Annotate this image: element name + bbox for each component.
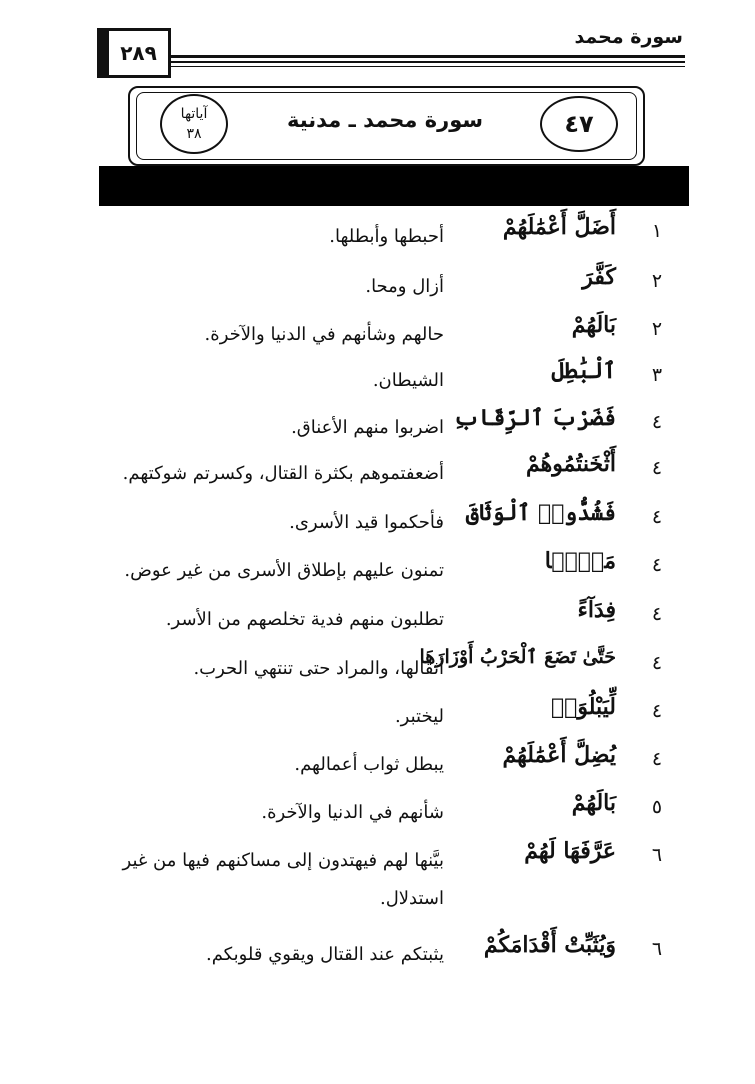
quran-word: وَيُثَبِّتْ أَقْدَامَكُمْ <box>483 932 616 958</box>
ayah-number: ٤ <box>651 603 663 625</box>
ayah-number: ٥ <box>651 796 663 818</box>
page-number: ٢٨٩ <box>97 28 171 78</box>
quran-word: بَالَهُمْ <box>571 312 616 338</box>
quran-word: ٱلْبَٰطِلَ <box>551 358 616 384</box>
quran-word: فِدَآءً <box>577 597 616 623</box>
quran-word: عَرَّفَهَا لَهُمْ <box>524 838 616 864</box>
word-meaning: فأحكموا قيد الأسرى. <box>289 512 444 533</box>
glossary-entry <box>100 790 700 830</box>
ayah-number: ٤ <box>651 411 663 433</box>
quran-word: مَنًّۢا <box>544 548 616 574</box>
word-meaning: تطلبون منهم فدية تخلصهم من الأسر. <box>165 609 444 630</box>
word-meaning: أحبطها وأبطلها. <box>329 226 444 247</box>
glossary-entry <box>100 694 700 734</box>
quran-word: كَفَّرَ <box>582 264 616 290</box>
word-meaning: بيَّنها لهم فيهتدون إلى مساكنهم فيها من غير استدلال. <box>122 850 444 909</box>
glossary-entry <box>100 214 700 254</box>
ayah-number: ٣ <box>651 364 663 386</box>
quran-word: أَضَلَّ أَعْمَٰلَهُمْ <box>502 214 616 240</box>
word-meaning: الشيطان. <box>372 370 444 391</box>
ayah-number: ٢ <box>651 318 663 340</box>
quran-word: فَشُدُّوا۟ ٱلْوَثَاقَ <box>465 500 616 526</box>
ayah-number: ٢ <box>651 270 663 292</box>
glossary-entry <box>100 742 700 782</box>
surah-title: سورة محمد ـ مدنية <box>286 108 484 132</box>
word-meaning: يثبتكم عند القتال ويقوي قلوبكم. <box>205 944 444 965</box>
glossary-entry <box>100 932 700 972</box>
quran-word: بَالَهُمْ <box>571 790 616 816</box>
word-meaning: أثقالها، والمراد حتى تنتهي الحرب. <box>193 658 444 679</box>
quran-word: حَتَّىٰ تَضَعَ ٱلْحَرْبُ أَوْزَارَهَا <box>419 646 616 668</box>
glossary-entry <box>100 264 700 304</box>
quran-word: لِّيَبْلُوَا۟ <box>550 694 616 720</box>
ayah-number: ١ <box>651 220 663 242</box>
ayah-number: ٦ <box>651 844 663 866</box>
glossary-entry <box>100 312 700 352</box>
glossary-entry <box>100 548 700 588</box>
word-meaning: ليختبر. <box>394 706 444 727</box>
ayah-number: ٤ <box>651 554 663 576</box>
running-header-surah-name: سورة محمد <box>574 26 683 48</box>
glossary-entry <box>100 838 700 918</box>
word-meaning: حالهم وشأنهم في الدنيا والآخرة. <box>204 324 444 345</box>
ayah-number: ٤ <box>651 748 663 770</box>
quran-word: يُضِلَّ أَعْمَٰلَهُمْ <box>502 742 616 768</box>
glossary-entry <box>100 646 700 686</box>
ayah-number: ٤ <box>651 700 663 722</box>
glossary-entry <box>100 358 700 398</box>
word-meaning: تمنون عليهم بإطلاق الأسرى من غير عوض. <box>124 560 444 581</box>
word-meaning: أزال ومحا. <box>365 276 444 297</box>
glossary-entry <box>100 597 700 637</box>
quran-word: أَثْخَنتُمُوهُمْ <box>525 451 616 477</box>
glossary-entry <box>100 500 700 540</box>
word-meaning: اضربوا منهم الأعناق. <box>291 417 444 438</box>
ayat-label: آياتها <box>180 106 208 122</box>
quran-word: فَضَرْبَ ٱلرِّقَابِ <box>453 405 616 431</box>
word-meaning: شأنهم في الدنيا والآخرة. <box>261 802 444 823</box>
ayah-number: ٤ <box>651 457 663 479</box>
glossary-entry <box>100 451 700 491</box>
glossary-entry <box>100 405 700 445</box>
ayah-number: ٦ <box>651 938 663 960</box>
ayah-number: ٤ <box>651 506 663 528</box>
surah-number-circle: ٤٧ <box>540 96 618 152</box>
word-meaning: أضعفتموهم بكثرة القتال، وكسرتم شوكتهم. <box>122 463 444 484</box>
word-meaning: يبطل ثواب أعمالهم. <box>294 754 444 775</box>
ayat-count: ٣٨ <box>186 126 202 142</box>
ayah-number: ٤ <box>651 652 663 674</box>
